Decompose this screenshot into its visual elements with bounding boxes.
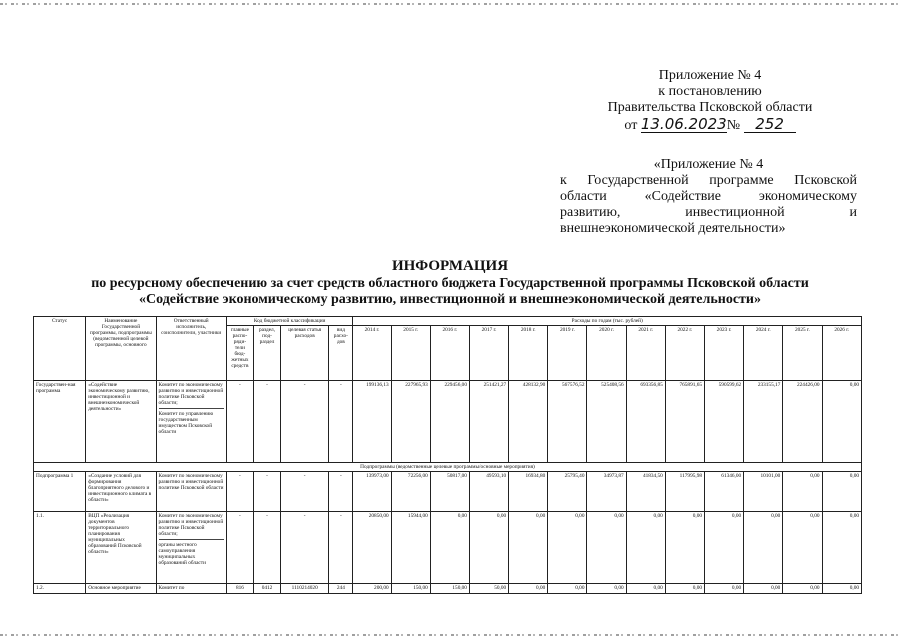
row-value: 0,00 <box>509 584 548 594</box>
row-section: 0412 <box>253 584 280 594</box>
header-year: 2024 г. <box>744 326 783 381</box>
row-value: 0,00 <box>469 512 508 584</box>
row-value: 0,00 <box>822 381 861 463</box>
row-name: «Содействие экономическому развитию, инвестиционной и внешнеэкономической деятельности» <box>86 381 156 463</box>
header-type: вид расхо-дов <box>329 326 353 381</box>
row-status: Подпрограмма 1 <box>34 472 86 512</box>
header-executor: Ответственный исполнитель, соисполнители, участники <box>156 317 226 381</box>
section-row <box>34 463 862 472</box>
row-value: 61346,00 <box>705 472 744 512</box>
row-value: 765891,65 <box>665 381 704 463</box>
appendix2-line2: к Государственной программе Псковской <box>560 173 857 188</box>
header-year: 2026 г. <box>822 326 861 381</box>
header-name: Наименование Государственной программы, подпрограммы (ведомственной целевой программы, основного <box>86 317 156 381</box>
table-row <box>34 512 862 584</box>
row-type: - <box>329 512 353 584</box>
appendix2-line3: области «Содействие экономическому <box>560 189 857 204</box>
row-value: 0,00 <box>822 512 861 584</box>
row-value: 525408,56 <box>587 381 626 463</box>
section-label: Подпрограммы (ведомственные целевые программы/основные мероприятия) <box>34 463 862 472</box>
row-value: 229456,00 <box>430 381 469 463</box>
row-executor-1: Комитет по экономическому развитию и инвестиционной политике Псковской области; <box>158 382 224 406</box>
table-row <box>34 584 862 594</box>
row-executor <box>156 512 226 584</box>
row-value: 0,00 <box>548 512 587 584</box>
appendix-line1: Приложение № 4 <box>658 68 762 83</box>
row-section: - <box>253 381 280 463</box>
header-status: Статус <box>34 317 86 381</box>
row-target: 1110214020 <box>281 584 329 594</box>
row-value: 590599,62 <box>705 381 744 463</box>
row-type: - <box>329 472 353 512</box>
row-value: 0,00 <box>822 584 861 594</box>
appendix-date-line <box>560 116 860 134</box>
table-row <box>34 381 862 463</box>
appendix2-line4: развитию, инвестиционной и <box>560 205 857 220</box>
row-value: 34973,87 <box>587 472 626 512</box>
appendix-line3: Правительства Псковской области <box>607 100 813 115</box>
row-executor-2: органы местного самоуправления муниципальных образований области <box>158 542 206 566</box>
row-name: Основное мероприятие <box>86 584 156 594</box>
row-value: 199136,13 <box>353 381 391 463</box>
row-name: «Создание условий для формирования благоприятного делового и инвестиционного климата в области» <box>86 472 156 512</box>
row-executor-2: Комитет по управлению государственным имуществом Псковской области <box>158 411 214 435</box>
appendix-line2: к постановлению <box>658 84 762 99</box>
header-year: 2025 г. <box>783 326 822 381</box>
row-value: 224426,00 <box>783 381 822 463</box>
row-name: ВЦП «Реализация документов территориального планирования муниципальных образований Псковской области» <box>86 512 156 584</box>
header-year: 2015 г. <box>391 326 430 381</box>
row-status: Государствен-ная программа <box>34 381 86 463</box>
header-year: 2019 г. <box>548 326 587 381</box>
appendix-block <box>560 68 860 134</box>
row-value: 10101,00 <box>744 472 783 512</box>
row-value: 428132,90 <box>509 381 548 463</box>
appendix-number: 252 <box>744 116 796 133</box>
document-subtitle-1: по ресурсному обеспечению за счет средств областного бюджета Государственной программы Псковской области <box>91 276 809 291</box>
appendix2-line5: внешнеэкономической деятельности» <box>560 221 786 236</box>
header-section: раздел, под-раздел <box>253 326 280 381</box>
row-value: 50,00 <box>469 584 508 594</box>
row-value: 0,00 <box>705 512 744 584</box>
header-budget-code: Код бюджетной классификации <box>226 317 353 326</box>
row-value: 0,00 <box>509 512 548 584</box>
header-year: 2014 г. <box>353 326 391 381</box>
row-target: - <box>281 381 329 463</box>
row-value: 72256,00 <box>391 472 430 512</box>
row-value: 693356,85 <box>626 381 665 463</box>
row-grbs: - <box>226 512 253 584</box>
row-value: 0,00 <box>783 472 822 512</box>
row-executor-1: Комитет по экономическому развитию и инвестиционной политике Псковской области; <box>158 513 224 537</box>
header-year: 2022 г. <box>665 326 704 381</box>
row-type: - <box>329 381 353 463</box>
row-section: - <box>253 512 280 584</box>
row-status: 1.1. <box>34 512 86 584</box>
row-value: 0,00 <box>626 584 665 594</box>
row-value: 0,00 <box>665 512 704 584</box>
row-grbs: - <box>226 472 253 512</box>
row-value: 567576,52 <box>548 381 587 463</box>
header-year: 2017 г. <box>469 326 508 381</box>
row-value: 25795,40 <box>548 472 587 512</box>
header-expenses: Расходы по годам (тыс. рублей) <box>353 317 862 326</box>
row-value: 0,00 <box>430 512 469 584</box>
row-value: 15944,00 <box>391 512 430 584</box>
header-year: 2016 г. <box>430 326 469 381</box>
row-value: 20850,00 <box>353 512 391 584</box>
row-value: 200,00 <box>353 584 391 594</box>
appendix2-block <box>560 157 857 237</box>
row-value: 150,00 <box>430 584 469 594</box>
row-value: 251421,27 <box>469 381 508 463</box>
header-year: 2023 г. <box>705 326 744 381</box>
row-target: - <box>281 472 329 512</box>
row-value: 50817,00 <box>430 472 469 512</box>
row-value: 233155,17 <box>744 381 783 463</box>
table-row <box>34 472 862 512</box>
header-year: 2020 г. <box>587 326 626 381</box>
scan-edge-bottom <box>0 634 899 636</box>
document-title: ИНФОРМАЦИЯ <box>391 258 509 274</box>
table-header-row <box>34 317 862 326</box>
row-value: 0,00 <box>822 472 861 512</box>
row-value: 0,00 <box>783 584 822 594</box>
row-value: 0,00 <box>626 512 665 584</box>
row-value: 0,00 <box>665 584 704 594</box>
resource-table <box>33 316 862 594</box>
row-section: - <box>253 472 280 512</box>
executor-divider <box>159 539 224 540</box>
row-executor: Комитет по <box>156 584 226 594</box>
header-grbs: главные распо-ряди-тели бюд-жетных средств <box>226 326 253 381</box>
header-year: 2018 г. <box>509 326 548 381</box>
row-executor: Комитет по экономическому развитию и инвестиционной политике Псковской области <box>156 472 226 512</box>
appendix-from: от <box>624 118 638 133</box>
row-value: 227965,93 <box>391 381 430 463</box>
row-target: - <box>281 512 329 584</box>
executor-divider <box>159 408 224 409</box>
row-executor <box>156 381 226 463</box>
appendix-no: № <box>726 118 741 133</box>
scan-edge-top <box>0 3 899 5</box>
row-value: 117995,98 <box>665 472 704 512</box>
document-subtitle-2: «Содействие экономическому развитию, инвестиционной и внешнеэкономической деятельности» <box>139 292 761 307</box>
appendix2-line1: «Приложение № 4 <box>653 157 764 172</box>
row-value: 0,00 <box>548 584 587 594</box>
appendix-date: 13.06.2023 <box>640 115 727 133</box>
row-value: 49593,10 <box>469 472 508 512</box>
row-type: 244 <box>329 584 353 594</box>
row-value: 0,00 <box>783 512 822 584</box>
row-value: 16934,80 <box>509 472 548 512</box>
row-value: 41834,50 <box>626 472 665 512</box>
header-target: целевая статья расходов <box>281 326 329 381</box>
row-value: 0,00 <box>587 584 626 594</box>
row-value: 0,00 <box>705 584 744 594</box>
row-status: 1.2. <box>34 584 86 594</box>
header-year: 2021 г. <box>626 326 665 381</box>
row-value: 139973,00 <box>353 472 391 512</box>
row-grbs: 816 <box>226 584 253 594</box>
row-value: 0,00 <box>587 512 626 584</box>
row-grbs: - <box>226 381 253 463</box>
row-value: 0,00 <box>744 512 783 584</box>
row-value: 150,00 <box>391 584 430 594</box>
row-value: 0,00 <box>744 584 783 594</box>
